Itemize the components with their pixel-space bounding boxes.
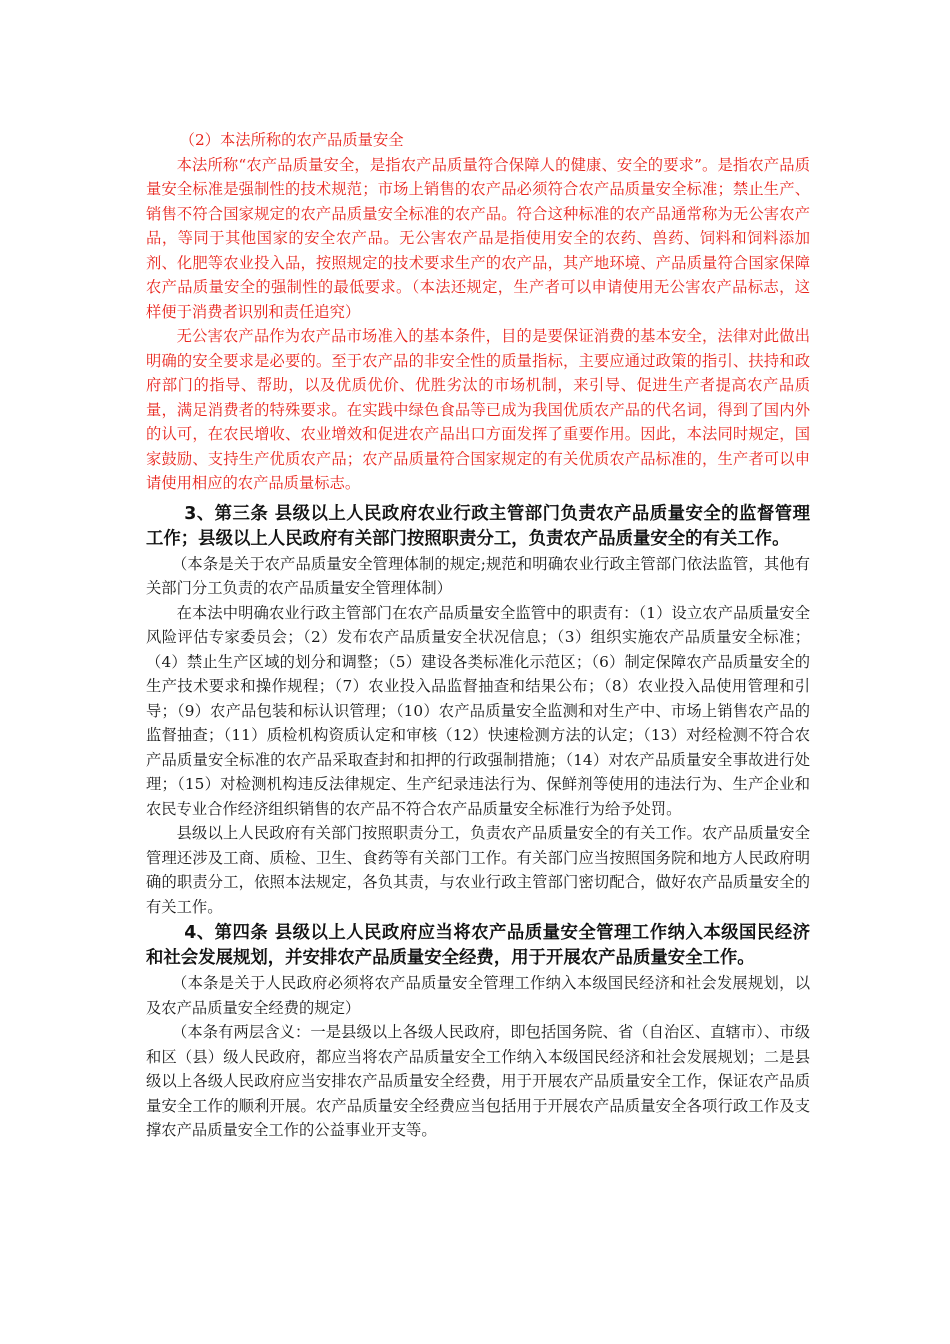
section-4-heading: 4、第四条 县级以上人民政府应当将农产品质量安全管理工作纳入本级国民经济和社会发展规划，并安排农产品质量安全经费，用于开展农产品质量安全工作。 — [146, 923, 810, 968]
section-4-paragraph-1: （本条有两层含义：一是县级以上各级人民政府，即包括国务院、省（自治区、直辖市）、市级和区（县）级人民政府，都应当将农产品质量安全工作纳入本级国民经济和社会发展规划；二是县级以上各级人民政府应当安排农产品质量安全经费，用于开展农产品质量安全工作，保证农产品质量安全工作的顺利开展。农产品质量安全经费应当包括用于开展农产品质量安全各项行政工作及支撑农产品质量安全工作的公益事业开支等。 — [146, 1023, 810, 1139]
section-3-paragraph-2: 县级以上人民政府有关部门按照职责分工，负责农产品质量安全的有关工作。农产品质量安全管理还涉及工商、质检、卫生、食药等有关部门工作。有关部门应当按照国务院和地方人民政府明确的职责分工，依照本法规定，各负其责，与农业行政主管部门密切配合，做好农产品质量安全的有关工作。 — [146, 824, 810, 916]
section-3-paragraph-1: 在本法中明确农业行政主管部门在农产品质量安全监管中的职责有：（1）设立农产品质量安全风险评估专家委员会；（2）发布农产品质量安全状况信息；（3）组织实施农产品质量安全标准；（4）禁止生产区域的划分和调整；（5）建设各类标准化示范区；（6）制定保障农产品质量安全的生产技术要求和操作规程；（7）农业投入品监督抽查和结果公布；（8）农业投入品使用管理和引导；（9）农产品包装和标认识管理；（10）农产品质量安全监测和对生产中、市场上销售农产品的监督抽查；（11）质检机构资质认定和审核（12）快速检测方法的认定；（13）对经检测不符合农产品质量安全标准的农产品采取查封和扣押的行政强制措施；（14）对农产品质量安全事故进行处理；（15）对检测机构违反法律规定、生产纪录违法行为、保鲜剂等使用的违法行为、生产企业和农民专业合作经济组织销售的农产品不符合农产品质量安全标准行为给予处罚。 — [146, 603, 810, 818]
section-3-note: （本条是关于农产品质量安全管理体制的规定;规范和明确农业行政主管部门依法监管，其他有关部门分工负责的农产品质量安全管理体制） — [146, 554, 810, 597]
red-paragraph-1: 本法所称“农产品质量安全，是指农产品质量符合保障人的健康、安全的要求”。是指农产品质量安全标准是强制性的技术规范；市场上销售的农产品必须符合农产品质量安全标准；禁止生产、销售不符合国家规定的农产品质量安全标准的农产品。符合这种标准的农产品通常称为无公害农产品，等同于其他国家的安全农产品。无公害农产品是指使用安全的农药、兽药、饲料和饲料添加剂、化肥等农业投入品，按照规定的技术要求生产的农产品，其产地环境、产品质量符合国家保障农产品质量安全的强制性的最低要求。（本法还规定，生产者可以申请使用无公害农产品标志，这样便于消费者识别和责任追究） — [146, 155, 810, 321]
document-page — [146, 128, 810, 1143]
subheading: （2）本法所称的农产品质量安全 — [179, 131, 404, 149]
section-3-heading: 3、第三条 县级以上人民政府农业行政主管部门负责农产品质量安全的监督管理工作；县级以上人民政府有关部门按照职责分工，负责农产品质量安全的有关工作。 — [146, 503, 810, 549]
red-paragraph-2: 无公害农产品作为农产品市场准入的基本条件，目的是要保证消费的基本安全，法律对此做出明确的安全要求是必要的。至于农产品的非安全性的质量指标，主要应通过政策的指引、扶持和政府部门的指导、帮助，以及优质优价、优胜劣汰的市场机制，来引导、促进生产者提高农产品质量，满足消费者的特殊要求。在实践中绿色食品等已成为我国优质农产品的代名词，得到了国内外的认可，在农民增收、农业增效和促进农产品出口方面发挥了重要作用。因此，本法同时规定，国家鼓励、支持生产优质农产品；农产品质量符合国家规定的有关优质农产品标准的，生产者可以申请使用相应的农产品质量标志。 — [146, 327, 810, 492]
section-4-note: （本条是关于人民政府必须将农产品质量安全管理工作纳入本级国民经济和社会发展规划，以及农产品质量安全经费的规定） — [146, 974, 810, 1017]
